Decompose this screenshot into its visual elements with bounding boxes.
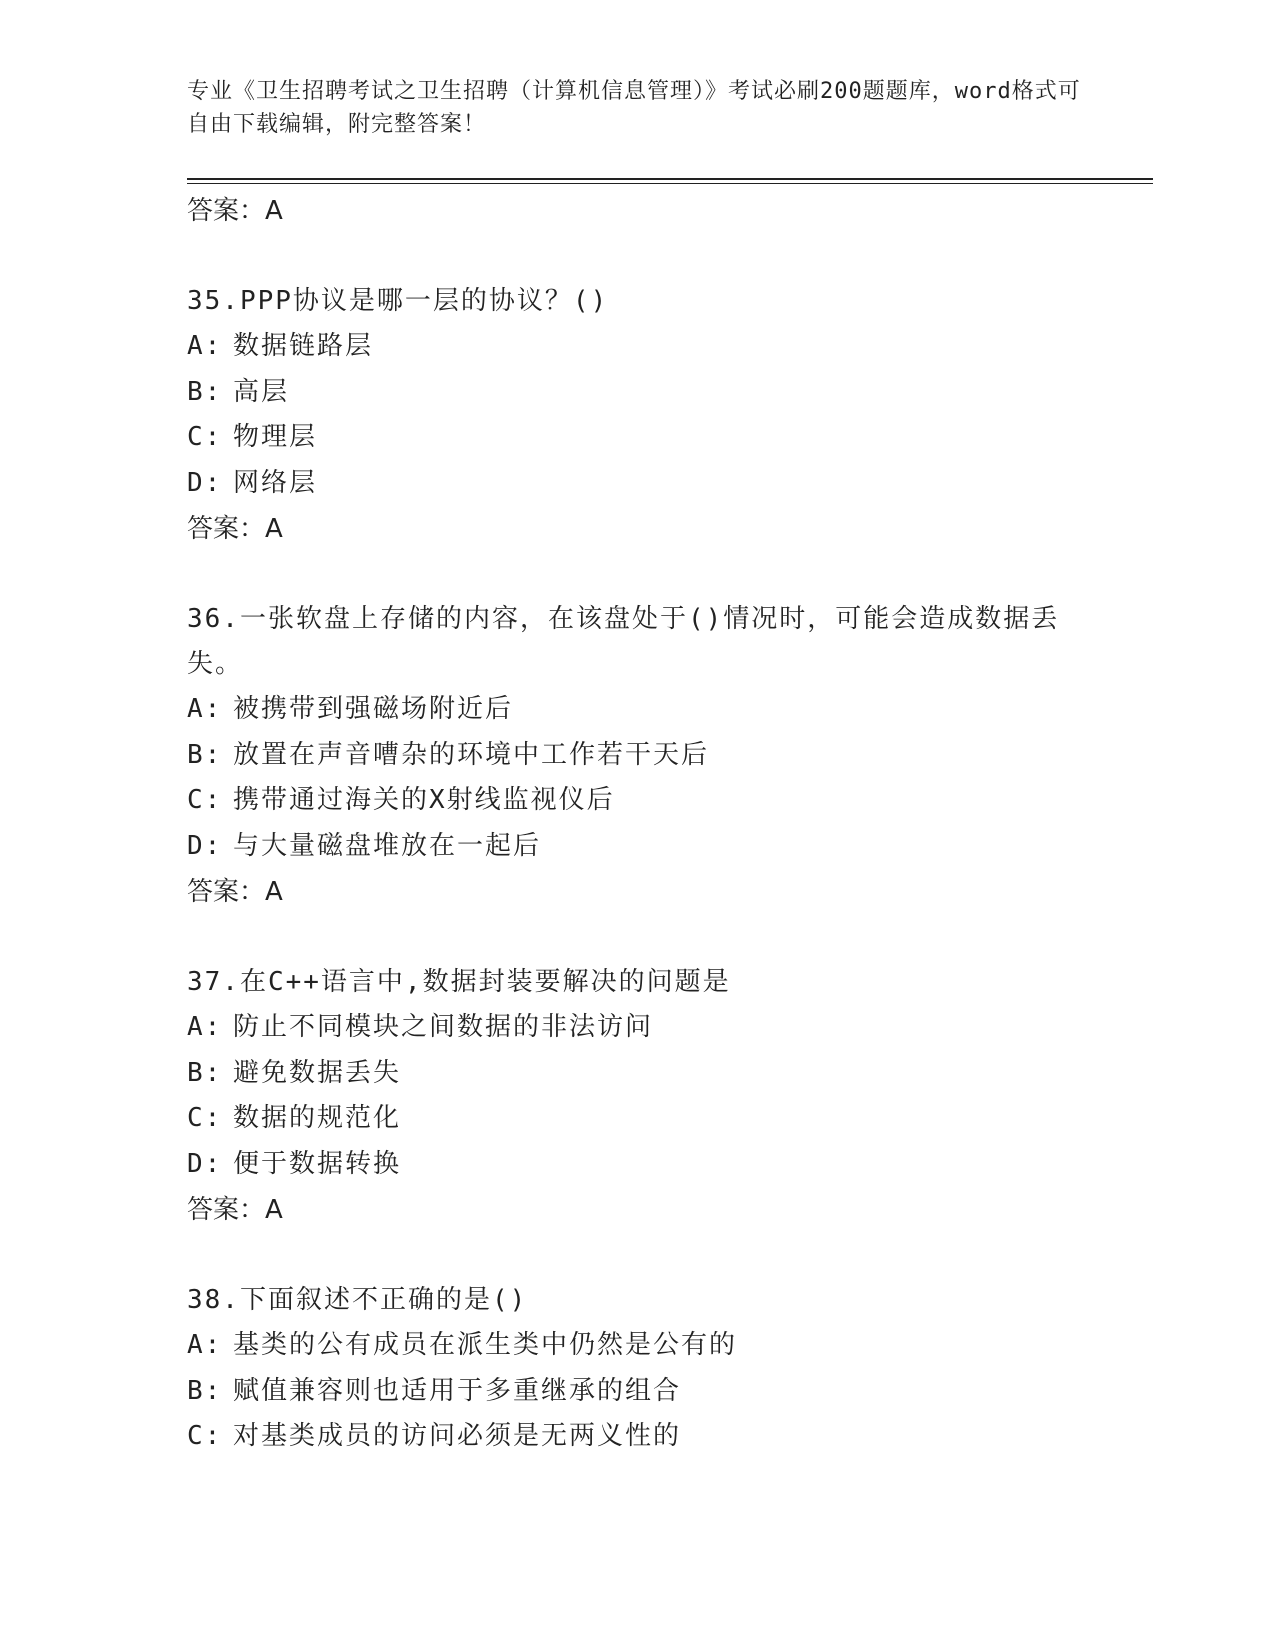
question-37: [187, 960, 1087, 1233]
option-key: C:: [187, 1103, 223, 1133]
option-key: D:: [187, 830, 223, 861]
option-text: 避免数据丢失: [233, 1057, 402, 1088]
question-36: [187, 597, 1087, 915]
option-c: [187, 415, 1087, 461]
option-key: B:: [187, 1057, 223, 1088]
option-key: C:: [187, 785, 223, 815]
option-c: [187, 1096, 1087, 1142]
option-key: D:: [187, 1148, 223, 1179]
option-text: 对基类成员的访问必须是无两义性的: [233, 1421, 682, 1451]
option-d: [187, 1142, 1087, 1188]
option-text: 防止不同模块之间数据的非法访问: [233, 1012, 654, 1042]
option-text: 赋值兼容则也适用于多重继承的组合: [233, 1375, 682, 1406]
option-key: A:: [187, 694, 223, 724]
option-text: 物理层: [233, 422, 318, 452]
question-35: [187, 279, 1087, 552]
answer-line: 答案：A: [187, 196, 283, 226]
option-text: 与大量磁盘堆放在一起后: [233, 830, 542, 861]
option-c: [187, 778, 1087, 824]
option-text: 被携带到强磁场附近后: [233, 694, 514, 724]
option-a: [187, 1005, 1087, 1051]
option-a: [187, 1323, 1087, 1369]
question-list: [187, 188, 1087, 1460]
option-d: [187, 461, 1087, 507]
option-key: D:: [187, 467, 223, 498]
option-d: [187, 824, 1087, 870]
question-38: [187, 1278, 1087, 1460]
header-rule-thin: [187, 183, 1153, 184]
option-b: [187, 733, 1087, 779]
option-key: A:: [187, 331, 223, 361]
option-key: A:: [187, 1012, 223, 1042]
option-b: [187, 1051, 1087, 1097]
option-key: A:: [187, 1330, 223, 1360]
option-b: [187, 370, 1087, 416]
option-text: 携带通过海关的X射线监视仪后: [233, 785, 615, 815]
option-a: [187, 687, 1087, 733]
option-b: [187, 1369, 1087, 1415]
option-text: 基类的公有成员在派生类中仍然是公有的: [233, 1330, 738, 1360]
option-a: [187, 324, 1087, 370]
option-text: 数据链路层: [233, 331, 374, 361]
option-c: [187, 1414, 1087, 1460]
question-text: 35.PPP协议是哪一层的协议？(): [187, 286, 609, 316]
option-text: 便于数据转换: [233, 1148, 402, 1179]
option-key: C:: [187, 422, 223, 452]
option-text: 高层: [233, 376, 290, 407]
answer-line: 答案：A: [187, 877, 283, 907]
option-text: 放置在声音嘈杂的环境中工作若干天后: [233, 739, 710, 770]
answer-line: 答案：A: [187, 1195, 283, 1225]
header-rule-thick: [187, 178, 1153, 180]
option-text: 网络层: [233, 467, 318, 498]
option-key: B:: [187, 376, 223, 407]
option-text: 数据的规范化: [233, 1103, 402, 1133]
document-header: 专业《卫生招聘考试之卫生招聘（计算机信息管理）》考试必刷200题题库，word格式可自由下载编辑，附完整答案！: [187, 79, 1081, 137]
option-key: B:: [187, 739, 223, 770]
question-text: 38.下面叙述不正确的是(): [187, 1285, 528, 1315]
answer-line: 答案：A: [187, 514, 283, 544]
question-text: 37.在C++语言中,数据封装要解决的问题是: [187, 967, 731, 997]
option-key: C:: [187, 1421, 223, 1451]
option-key: B:: [187, 1375, 223, 1406]
question-text: 36.一张软盘上存储的内容，在该盘处于()情况时，可能会造成数据丢失。: [187, 604, 1060, 679]
